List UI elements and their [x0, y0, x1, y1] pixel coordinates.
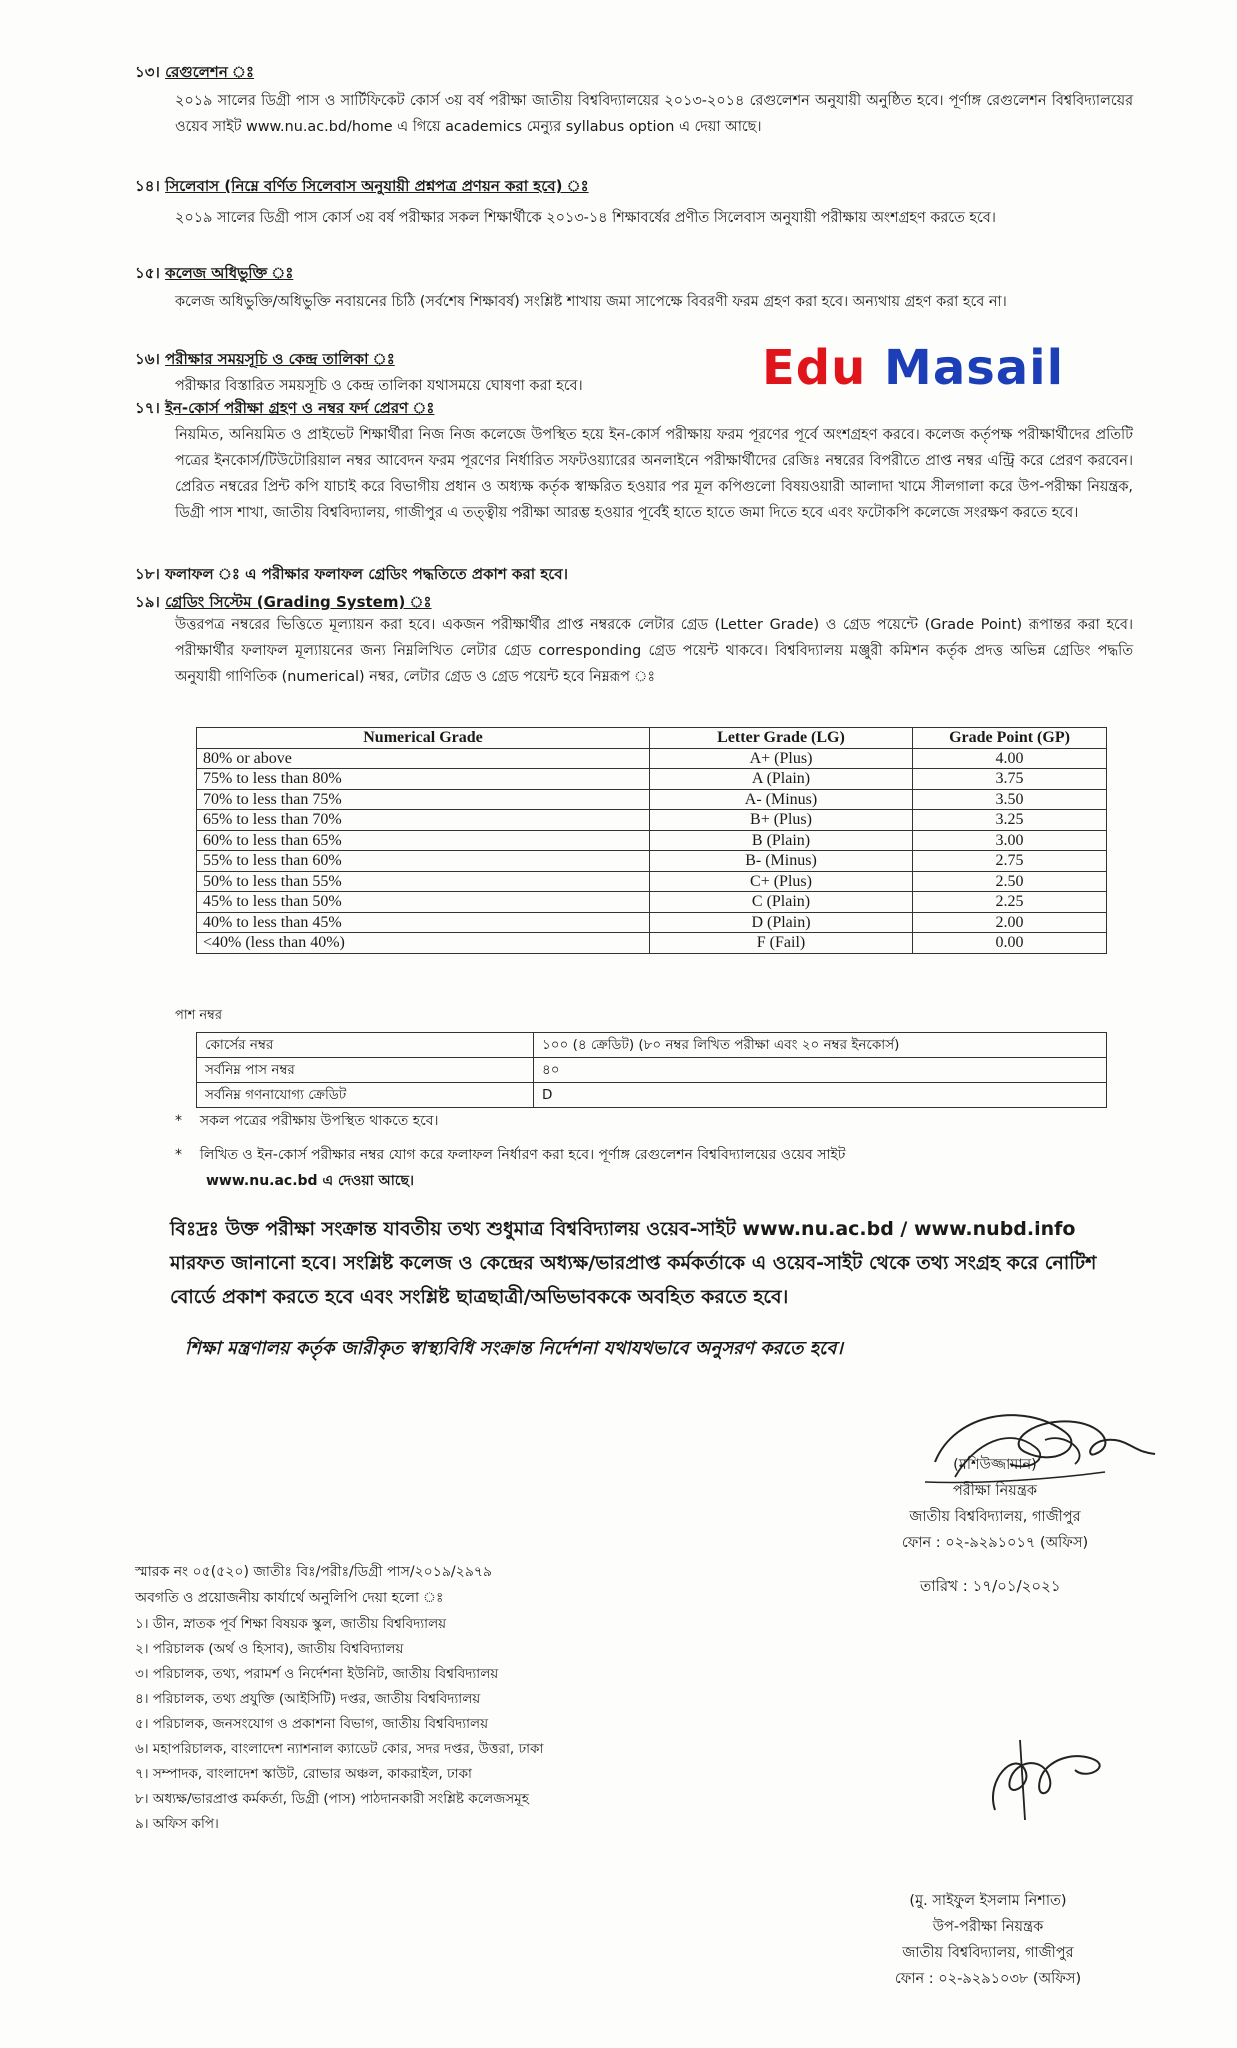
grading-table-row [197, 748, 1107, 769]
section-17-body: নিয়মিত, অনিয়মিত ও প্রাইভেট শিক্ষার্থীরা নিজ নিজ কলেজে উপস্থিত হয়ে ইন-কোর্স পরীক্ষায় ফরম পূরণের পূর্বে অংশগ্রহণ করবে। কলেজ কর্তৃপক্ষ পরীক্ষার্থীদের প্রতিটি পত্রের ইনকোর্স/টিউটোরিয়াল নম্বর আবেদন ফরম পূরণের নির্ধারিত সফটওয়্যারের অনলাইনে পরীক্ষার্থীদের রেজিঃ নম্বরের বিপরীতে প্রাপ্ত নম্বর এন্ট্রি করে প্রেরণ করবেন। প্রেরিত নম্বরের প্রিন্ট কপি যাচাই করে বিভাগীয় প্রধান ও অধ্যক্ষ কর্তৃক স্বাক্ষরিত হওয়ার পর মূল কপিগুলো বিষয়ওয়ারী আলাদা খামে সীলগালা করে উপ-পরীক্ষা নিয়ন্ত্রক, ডিগ্রী পাস শাখা, জাতীয় বিশ্ববিদ্যালয়, গাজীপুর এ তত্ত্বীয় পরীক্ষা আরম্ভ হওয়ার পূর্বেই হাতে হাতে জমা দিতে হবে এবং ফটোকপি কলেজে সংরক্ষণ করতে হবে। [175, 427, 1133, 521]
distribution-item: ২। পরিচালক (অর্থ ও হিসাব), জাতীয় বিশ্ববিদ্যালয় [135, 1641, 404, 1657]
numerical-grade-cell: 65% to less than 70% [197, 810, 650, 831]
section-19-body: উত্তরপত্র নম্বরের ভিত্তিতে মূল্যায়ন করা হবে। একজন পরীক্ষার্থীর প্রাপ্ত নম্বরকে লেটার গ্রেড (Letter Grade) ও গ্রেড পয়েন্টে (Grade Point) রূপান্তর করা হবে। পরীক্ষার্থীর ফলাফল মূল্যায়নের জন্য নিম্নলিখিত লেটার গ্রেড corresponding গ্রেড পয়েন্ট থাকবে। বিশ্ববিদ্যালয় মঞ্জুরী কমিশন কর্তৃক প্রদত্ত অভিন্ন গ্রেডিং পদ্ধতি অনুযায়ী গাণিতিক (numerical) নম্বর, লেটার গ্রেড ও গ্রেড পয়েন্ট হবে নিম্নরূপ ঃ [175, 617, 1133, 685]
letter-grade-cell: A+ (Plus) [650, 748, 913, 769]
grade-point-cell: 3.00 [913, 830, 1107, 851]
section-13-heading [135, 62, 1125, 82]
section-number: ১৬। [135, 350, 160, 368]
grading-table-row [197, 830, 1107, 851]
letter-grade-cell: A- (Minus) [650, 789, 913, 810]
section-number: ১৩। [135, 63, 160, 81]
pass-marks-value-cell: D [534, 1083, 1107, 1108]
letter-grade-cell: F (Fail) [650, 933, 913, 954]
grading-table-row [197, 912, 1107, 933]
distribution-item: ৫। পরিচালক, জনসংযোগ ও প্রকাশনা বিভাগ, জাতীয় বিশ্ববিদ্যালয় [135, 1716, 489, 1732]
section-number: ১৫। [135, 264, 160, 282]
section-14-heading [135, 176, 1125, 196]
numerical-grade-cell: 40% to less than 45% [197, 912, 650, 933]
column-header: Numerical Grade [197, 728, 650, 749]
memo-date: তারিখ : ১৭/০১/২০২১ [920, 1577, 1061, 1595]
section-title: সিলেবাস (নিম্নে বর্ণিত সিলেবাস অনুযায়ী প্রশ্নপত্র প্রণয়ন করা হবে) ঃ [165, 177, 589, 195]
website-notice: বিঃদ্রঃ উক্ত পরীক্ষা সংক্রান্ত যাবতীয় তথ্য শুধুমাত্র বিশ্ববিদ্যালয় ওয়েব-সাইট www.nu.ac.bd / www.nubd.info মারফত জানানো হবে। সংশ্লিষ্ট কলেজ ও কেন্দ্রের অধ্যক্ষ/ভারপ্রাপ্ত কর্মকর্তাকে এ ওয়েব-সাইট থেকে তথ্য সংগ্রহ করে নোটিশ বোর্ডে প্রকাশ করতে হবে এবং সংশ্লিষ্ট ছাত্রছাত্রী/অভিভাবককে অবহিত করতে হবে। [170, 1218, 1097, 1308]
grading-table [196, 727, 1107, 954]
note-2-cont: www.nu.ac.bd এ দেওয়া আছে। [206, 1173, 414, 1189]
section-15-heading [135, 263, 1125, 283]
section-16-body: পরীক্ষার বিস্তারিত সময়সূচি ও কেন্দ্র তালিকা যথাসময়ে ঘোষণা করা হবে। [175, 378, 583, 394]
pass-marks-label-cell: কোর্সের নম্বর [197, 1033, 534, 1058]
numerical-grade-cell: 75% to less than 80% [197, 769, 650, 790]
signatory-1 [880, 1452, 1110, 1556]
section-title: রেগুলেশন ঃ [165, 63, 254, 81]
pass-marks-table [196, 1032, 1107, 1108]
section-title: পরীক্ষার সময়সূচি ও কেন্দ্র তালিকা ঃ [165, 350, 395, 368]
letter-grade-cell: C (Plain) [650, 892, 913, 913]
pass-marks-label: পাশ নম্বর [175, 1008, 222, 1023]
distribution-item: ৬। মহাপরিচালক, বাংলাদেশ ন্যাশনাল ক্যাডেট কোর, সদর দপ্তর, উত্তরা, ঢাকা [135, 1741, 544, 1757]
column-header: Letter Grade (LG) [650, 728, 913, 749]
section-14-body: ২০১৯ সালের ডিগ্রী পাস কোর্স ৩য় বর্ষ পরীক্ষার সকল শিক্ষার্থীকে ২০১৩-১৪ শিক্ষাবর্ষের প্রণীত সিলেবাস অনুযায়ী পরীক্ষায় অংশগ্রহণ করতে হবে। [175, 210, 996, 226]
signatory-phone: ফোন : ০২-৯২৯১০৩৮ (অফিস) [894, 1971, 1082, 1987]
section-number: ১৯। [135, 593, 160, 611]
letter-grade-cell: A (Plain) [650, 769, 913, 790]
section-title: ইন-কোর্স পরীক্ষা গ্রহণ ও নম্বর ফর্দ প্রেরণ ঃ [165, 399, 435, 417]
signatory-name: (মশিউজ্জামান) [953, 1457, 1037, 1473]
distribution-item: ৪। পরিচালক, তথ্য প্রযুক্তি (আইসিটি) দপ্তর, জাতীয় বিশ্ববিদ্যালয় [135, 1691, 481, 1707]
signature-2-image [965, 1720, 1125, 1830]
distribution-item: ৩। পরিচালক, তথ্য, পরামর্শ ও নির্দেশনা ইউনিট, জাতীয় বিশ্ববিদ্যালয় [135, 1666, 499, 1682]
letter-grade-cell: B+ (Plus) [650, 810, 913, 831]
numerical-grade-cell: 80% or above [197, 748, 650, 769]
edu-masail-watermark: Edu Masail [762, 340, 1065, 396]
letter-grade-cell: B- (Minus) [650, 851, 913, 872]
memo-intro: অবগতি ও প্রয়োজনীয় কার্যার্থে অনুলিপি দেয়া হলো ঃ [135, 1590, 444, 1606]
memo-reference: স্মারক নং ০৫(৫২০) জাতীঃ বিঃ/পরীঃ/ডিগ্রী পাস/২০১৯/২৯৭৯ [135, 1564, 493, 1580]
signatory-org: জাতীয় বিশ্ববিদ্যালয়, গাজীপুর [909, 1509, 1081, 1525]
section-title: ফলাফল ঃ এ পরীক্ষার ফলাফল গ্রেডিং পদ্ধতিতে প্রকাশ করা হবে। [165, 565, 568, 583]
grade-point-cell: 2.75 [913, 851, 1107, 872]
grade-point-cell: 3.75 [913, 769, 1107, 790]
signatory-title: উপ-পরীক্ষা নিয়ন্ত্রক [932, 1919, 1044, 1935]
grade-point-cell: 0.00 [913, 933, 1107, 954]
pass-marks-value-cell: ৪০ [534, 1058, 1107, 1083]
grading-table-row [197, 933, 1107, 954]
section-15-body: কলেজ অধিভুক্তি/অধিভুক্তি নবায়নের চিঠি (সর্বশেষ শিক্ষাবর্ষ) সংশ্লিষ্ট শাখায় জমা সাপেক্ষে বিবরণী ফরম গ্রহণ করা হবে। অন্যথায় গ্রহণ করা হবে না। [175, 294, 1007, 310]
letter-grade-cell: D (Plain) [650, 912, 913, 933]
grade-point-cell: 3.25 [913, 810, 1107, 831]
distribution-item: ৭। সম্পাদক, বাংলাদেশ স্কাউট, রোভার অঞ্চল, কাকরাইল, ঢাকা [135, 1766, 472, 1782]
grading-table-row [197, 851, 1107, 872]
numerical-grade-cell: <40% (less than 40%) [197, 933, 650, 954]
grading-table-row [197, 810, 1107, 831]
pass-marks-row [197, 1033, 1107, 1058]
pass-marks-row [197, 1058, 1107, 1083]
numerical-grade-cell: 45% to less than 50% [197, 892, 650, 913]
distribution-list [135, 1612, 543, 1837]
pass-marks-row [197, 1083, 1107, 1108]
grade-point-cell: 3.50 [913, 789, 1107, 810]
signatory-name: (মু. সাইফুল ইসলাম নিশাত) [909, 1893, 1067, 1909]
grading-table-row [197, 769, 1107, 790]
distribution-item: ৮। অধ্যক্ষ/ভারপ্রাপ্ত কর্মকর্তা, ডিগ্রী (পাস) পাঠদানকারী সংশ্লিষ্ট কলেজসমূহ [135, 1791, 529, 1807]
signatory-title: পরীক্ষা নিয়ন্ত্রক [952, 1483, 1038, 1499]
grading-table-row [197, 789, 1107, 810]
health-guideline-notice: শিক্ষা মন্ত্রণালয় কর্তৃক জারীকৃত স্বাস্থ্যবিধি সংক্রান্ত নির্দেশনা যথাযথভাবে অনুসরণ করতে হবে। [185, 1338, 843, 1359]
grade-point-cell: 2.50 [913, 871, 1107, 892]
section-title: গ্রেডিং সিস্টেম (Grading System) ঃ [165, 593, 432, 611]
asterisk-icon: * [175, 1147, 182, 1163]
note-1: * সকল পত্রের পরীক্ষায় উপস্থিত থাকতে হবে। [175, 1113, 439, 1129]
pass-marks-value-cell: ১০০ (৪ ক্রেডিট) (৮০ নম্বর লিখিত পরীক্ষা এবং ২০ নম্বর ইনকোর্স) [534, 1033, 1107, 1058]
section-number: ১৮। [135, 565, 160, 583]
grade-point-cell: 2.00 [913, 912, 1107, 933]
numerical-grade-cell: 60% to less than 65% [197, 830, 650, 851]
letter-grade-cell: B (Plain) [650, 830, 913, 851]
section-19-heading [135, 592, 1125, 612]
distribution-item: ৯। অফিস কপি। [135, 1816, 219, 1832]
signatory-phone: ফোন : ০২-৯২৯১০১৭ (অফিস) [901, 1535, 1089, 1551]
section-17-heading [135, 398, 1125, 418]
distribution-item: ১। ডীন, স্নাতক পূর্ব শিক্ষা বিষয়ক স্কুল, জাতীয় বিশ্ববিদ্যালয় [135, 1616, 447, 1632]
section-title: কলেজ অধিভুক্তি ঃ [165, 264, 294, 282]
column-header: Grade Point (GP) [913, 728, 1107, 749]
signatory-2 [868, 1888, 1108, 1992]
section-18-heading [135, 564, 1125, 584]
pass-marks-label-cell: সর্বনিম্ন গণনাযোগ্য ক্রেডিট [197, 1083, 534, 1108]
pass-marks-label-cell: সর্বনিম্ন পাস নম্বর [197, 1058, 534, 1083]
numerical-grade-cell: 55% to less than 60% [197, 851, 650, 872]
grading-table-row [197, 892, 1107, 913]
section-number: ১৪। [135, 177, 160, 195]
numerical-grade-cell: 70% to less than 75% [197, 789, 650, 810]
section-13-body: ২০১৯ সালের ডিগ্রী পাস ও সার্টিফিকেট কোর্স ৩য় বর্ষ পরীক্ষা জাতীয় বিশ্ববিদ্যালয়ের ২০১৩-২০১৪ রেগুলেশন অনুযায়ী অনুষ্ঠিত হবে। পূর্ণাঙ্গ রেগুলেশন বিশ্ববিদ্যালয়ের ওয়েব সাইট www.nu.ac.bd/home এ গিয়ে academics মেন্যুর syllabus option এ দেয়া আছে। [175, 93, 1133, 135]
asterisk-icon: * [175, 1113, 182, 1129]
numerical-grade-cell: 50% to less than 55% [197, 871, 650, 892]
grade-point-cell: 2.25 [913, 892, 1107, 913]
section-number: ১৭। [135, 399, 160, 417]
letter-grade-cell: C+ (Plus) [650, 871, 913, 892]
grade-point-cell: 4.00 [913, 748, 1107, 769]
note-2: * লিখিত ও ইন-কোর্স পরীক্ষার নম্বর যোগ করে ফলাফল নির্ধারণ করা হবে। পূর্ণাঙ্গ রেগুলেশন বিশ্ববিদ্যালয়ের ওয়েব সাইট [175, 1147, 846, 1163]
signatory-org: জাতীয় বিশ্ববিদ্যালয়, গাজীপুর [902, 1945, 1074, 1961]
grading-table-header [197, 728, 1107, 749]
grading-table-row [197, 871, 1107, 892]
